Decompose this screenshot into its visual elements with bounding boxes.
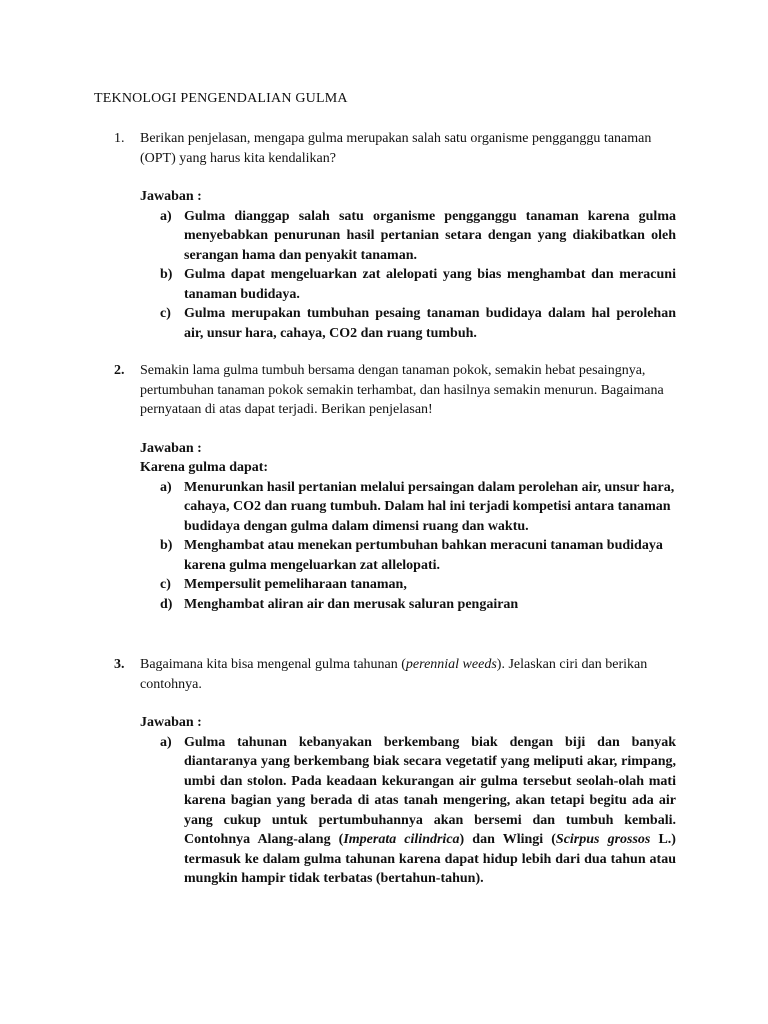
answer-item [140,575,676,595]
question-1 [94,129,676,343]
answer-marker: b) [160,267,173,282]
answer-marker: d) [160,596,173,612]
answer-item [140,304,676,343]
answer-text: Gulma dapat mengeluarkan zat alelopati yang bias menghambat dan meracuni tanaman budidaya. [184,267,676,302]
question-text-part: Bagaimana kita bisa mengenal gulma tahunan ( [140,657,406,672]
answer-item [140,536,676,575]
answer-marker: a) [160,208,172,224]
question-text: Semakin lama gulma tumbuh bersama dengan tanaman pokok, semakin hebat pesaingnya, pertumbuhan tanaman pokok semakin terhambat, dan hasilnya semakin menurun. Bagaimana pernyataan di atas dapat terjadi. Berikan penjelasan! [140,363,664,417]
answer-marker: c) [160,306,171,321]
species-name: Imperata cilindrica [343,832,460,847]
answer-block [140,187,676,343]
answer-text: Gulma dianggap salah satu organisme pengganggu tanaman karena gulma menyebabkan penurunan hasil pertanian setara dengan yang diakibatkan oleh serangan hama dan penyakit tanaman. [184,208,676,263]
answer-label: Jawaban : [140,715,202,730]
question-3 [94,655,676,889]
answer-list [140,478,676,615]
question-text [140,655,676,694]
answer-item [140,595,676,615]
answer-text: Menurunkan hasil pertanian melalui persaingan dalam perolehan air, unsur hara, cahaya, CO2 dan ruang tumbuh. Dalam hal ini terjadi kompetisi antara tanaman budidaya dengan gulma dalam dimensi ruang dan waktu. [184,479,675,534]
question-text: Berikan penjelasan, mengapa gulma merupakan salah satu organisme pengganggu tanaman (OPT) yang harus kita kendalikan? [140,131,652,166]
question-text-italic: perennial weeds [405,657,497,672]
answer-text: Menghambat atau menekan pertumbuhan bahkan meracuni tanaman budidaya karena gulma mengeluarkan zat allelopati. [184,538,663,573]
question-2 [94,361,676,614]
question-number: 2. [114,363,125,378]
answer-marker: c) [160,577,171,592]
document-title: TEKNOLOGI PENGENDALIAN GULMA [94,91,348,106]
answer-intro: Karena gulma dapat: [140,460,269,475]
answer-list [140,733,676,889]
answer-block [140,439,676,615]
question-number: 1. [114,131,125,146]
answer-item [140,265,676,304]
answer-text: Gulma merupakan tumbuhan pesaing tanaman budidaya dalam hal perolehan air, unsur hara, cahaya, CO2 dan ruang tumbuh. [184,306,676,341]
answer-text-part: L.) termasuk ke dalam gulma tahunan karena dapat hidup lebih dari dua tahun atau mungkin hampir tidak terbatas (bertahun-tahun). [184,832,676,886]
answer-item [140,478,676,537]
answer-marker: a) [160,734,172,750]
answer-marker: b) [160,538,173,553]
answer-item [140,733,676,889]
question-number: 3. [114,657,125,672]
species-name: Scirpus grossos [555,832,651,847]
answer-item [140,207,676,266]
answer-text-part: ) dan Wlingi ( [459,832,556,847]
answer-marker: a) [160,479,172,495]
answer-text: Menghambat aliran air dan merusak saluran pengairan [184,596,519,612]
answer-list [140,207,676,344]
answer-text-part: Gulma tahunan kebanyakan berkembang biak dengan biji dan banyak diantaranya yang berkembang biak secara vegetatif yang meliputi akar, rimpang, umbi dan stolon. Pada keadaan kekurangan air gulma tersebut seolah-olah mati karena bagian yang berada di atas tanah mengering, akan tetapi begitu ada air yang cukup untuk pertumbuhannya akan bersemi dan tumbuh kembali. Contohnya Alang-alang ( [184,734,676,847]
question-text-part: ). Jelaskan ciri dan berikan contohnya. [140,657,648,692]
answer-text: Mempersulit pemeliharaan tanaman, [184,577,407,592]
answer-label: Jawaban : [140,189,202,204]
answer-label: Jawaban : [140,440,202,456]
answer-block [140,713,676,889]
answer-text [184,733,676,889]
